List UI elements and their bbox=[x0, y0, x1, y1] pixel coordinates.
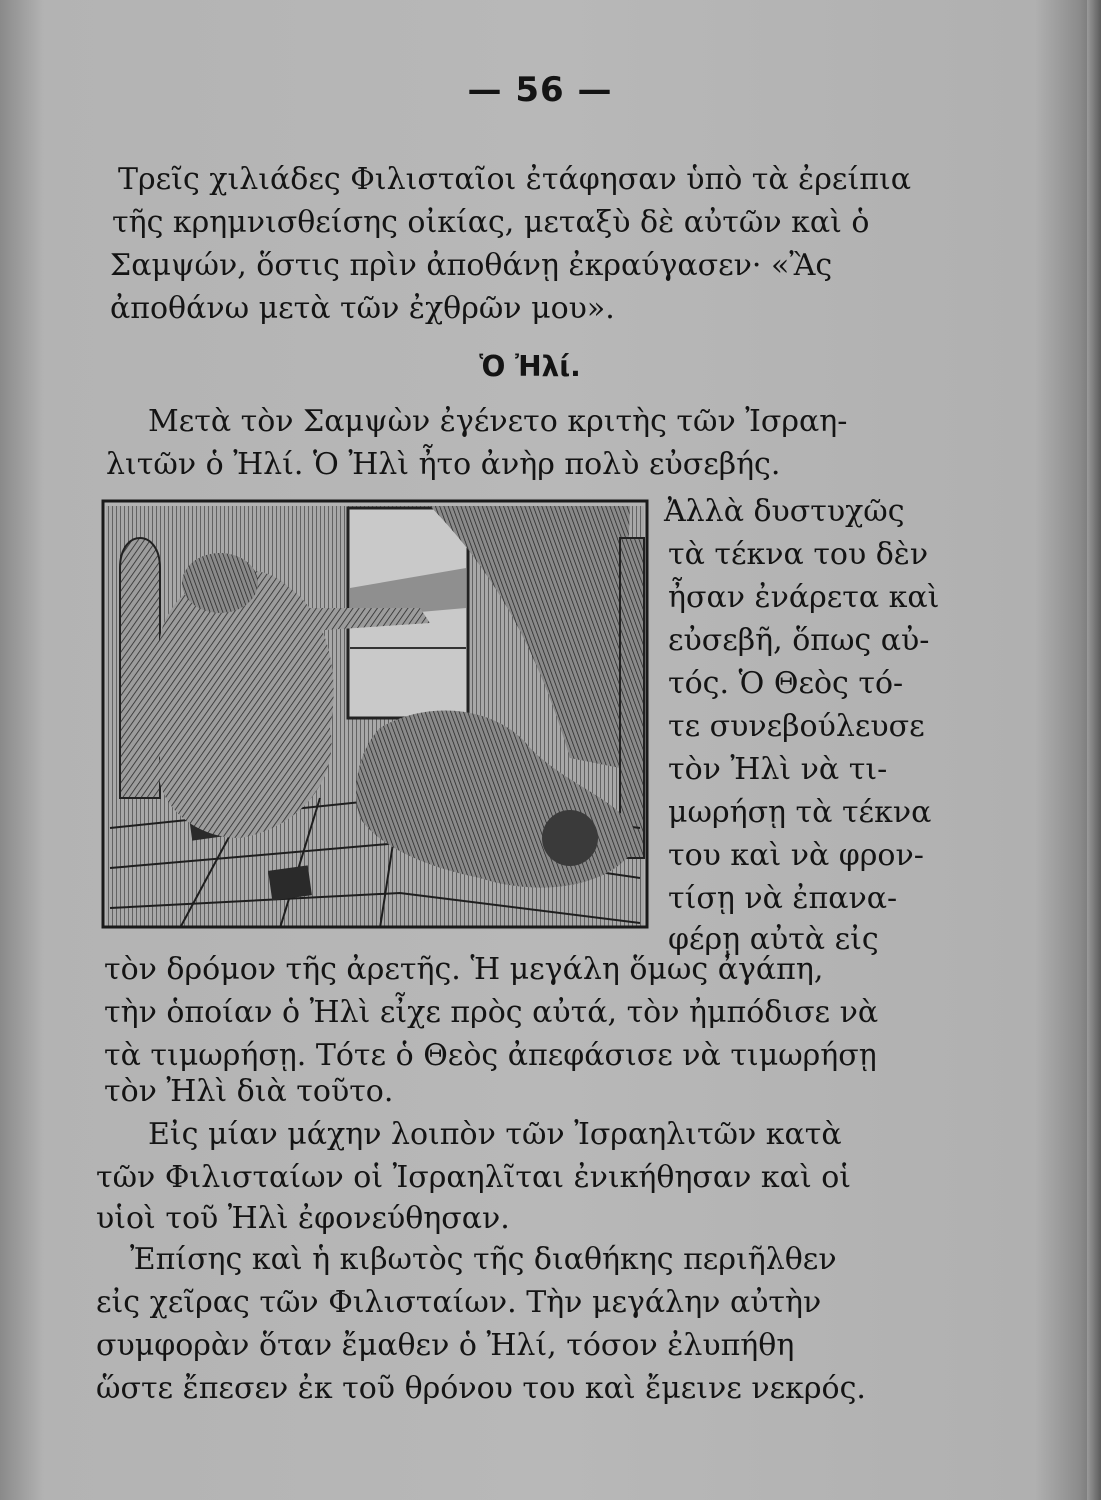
text-line: Ἐπίσης καὶ ἡ κιβωτὸς τῆς διαθήκης περιῆλθεν bbox=[130, 1242, 837, 1277]
text-line: συμφορὰν ὅταν ἔμαθεν ὁ Ἠλί, τόσον ἐλυπήθη bbox=[96, 1328, 795, 1363]
page-number: — 56 — bbox=[467, 70, 613, 110]
text-line: Μετὰ τὸν Σαμψὼν ἐγένετο κριτὴς τῶν Ἰσραη- bbox=[148, 404, 848, 439]
text-line: Εἰς μίαν μάχην λοιπὸν τῶν Ἰσραηλιτῶν κατὰ bbox=[148, 1117, 842, 1152]
text-line: Σαμψών, ὅστις πρὶν ἀποθάνῃ ἐκραύγασεν· «Ἂς bbox=[110, 248, 833, 283]
text-line: τὸν δρόμον τῆς ἀρετῆς. Ἡ μεγάλη ὅμως ἀγάπη, bbox=[104, 952, 824, 987]
text-line: τε συνεβούλευσε bbox=[668, 709, 925, 744]
text-line: τὴν ὁποίαν ὁ Ἠλὶ εἶχε πρὸς αὐτά, τὸν ἠμπόδισε νὰ bbox=[104, 995, 879, 1030]
text-line: τὸν Ἠλὶ διὰ τοῦτο. bbox=[104, 1074, 394, 1109]
text-line: μωρήσῃ τὰ τέκνα bbox=[668, 795, 932, 830]
text-line: φέρῃ αὐτὰ εἰς bbox=[668, 922, 879, 957]
text-line: τῆς κρημνισθείσης οἰκίας, μεταξὺ δὲ αὐτῶν καὶ ὁ bbox=[112, 205, 870, 240]
text-line: τὰ τέκνα του δὲν bbox=[668, 537, 929, 572]
text-line: τῶν Φιλισταίων οἱ Ἰσραηλῖται ἐνικήθησαν καὶ οἱ bbox=[96, 1160, 852, 1195]
text-line: ἦσαν ἐνάρετα καὶ bbox=[668, 580, 940, 615]
text-line: του καὶ νὰ φρον- bbox=[668, 838, 924, 873]
text-line: υἱοὶ τοῦ Ἠλὶ ἐφονεύθησαν. bbox=[96, 1201, 510, 1236]
text-line: ὥστε ἔπεσεν ἐκ τοῦ θρόνου του καὶ ἔμεινε νεκρός. bbox=[96, 1371, 866, 1406]
text-line: τὰ τιμωρήσῃ. Τότε ὁ Θεὸς ἀπεφάσισε νὰ τιμωρήσῃ bbox=[104, 1038, 877, 1073]
text-line: εὐσεβῆ, ὅπως αὐ- bbox=[668, 623, 930, 658]
text-line: Ἀλλὰ δυστυχῶς bbox=[664, 494, 905, 529]
text-line: τὸν Ἠλὶ νὰ τι- bbox=[668, 752, 888, 787]
text-line: Τρεῖς χιλιάδες Φιλισταῖοι ἐτάφησαν ὑπὸ τὰ ἐρείπια bbox=[118, 162, 911, 197]
text-line: ἀποθάνω μετὰ τῶν ἐχθρῶν μου». bbox=[110, 291, 615, 326]
text-line: εἰς χεῖρας τῶν Φιλισταίων. Τὴν μεγάλην αὐτὴν bbox=[96, 1285, 822, 1320]
text-line: τίσῃ νὰ ἐπανα- bbox=[668, 881, 898, 916]
page-edge bbox=[1087, 0, 1101, 1500]
engraving-illustration bbox=[100, 498, 650, 930]
section-heading: Ὁ Ἠλί. bbox=[479, 350, 581, 383]
text-line: τός. Ὁ Θεὸς τό- bbox=[668, 666, 904, 701]
text-line: λιτῶν ὁ Ἠλί. Ὁ Ἠλὶ ἦτο ἀνὴρ πολὺ εὐσεβής. bbox=[106, 447, 781, 482]
